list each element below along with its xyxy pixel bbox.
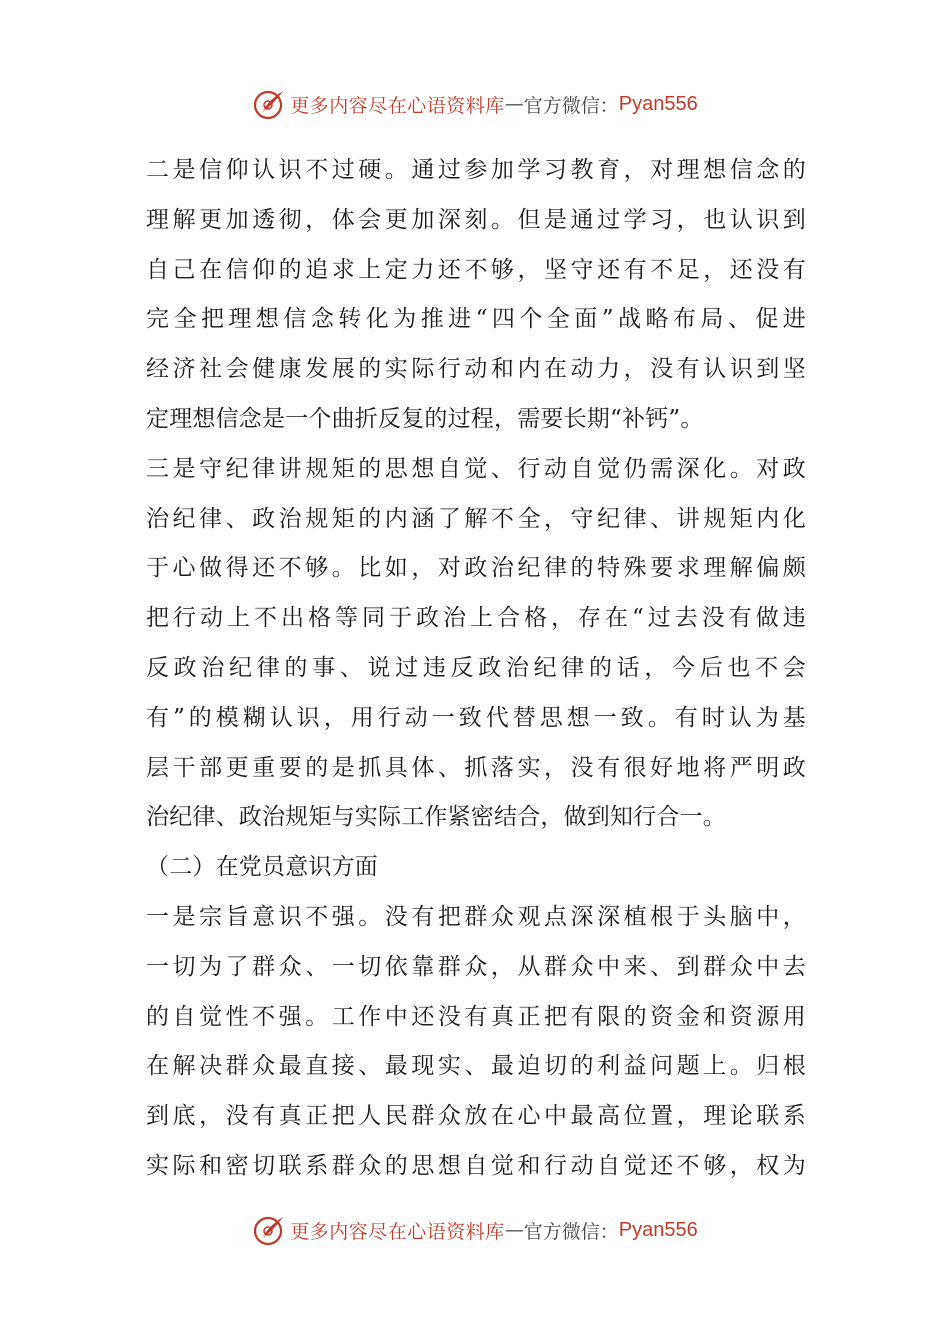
body-line: 把行动上不出格等同于政治上合格，存在“过去没有做违 (146, 605, 806, 632)
body-line: 反政治纪律的事、说过违反政治纪律的话，今后也不会 (146, 654, 806, 681)
quill-circle-logo-icon (252, 87, 286, 121)
body-line: 到底，没有真正把人民群众放在心中最高位置，理论联系 (146, 1103, 806, 1130)
quill-circle-logo-icon (252, 1213, 286, 1247)
banner-wechat-id: Pyan556 (618, 92, 698, 115)
banner-dash: — (504, 93, 524, 115)
body-line: 定理想信念是一个曲折反复的过程，需要长期“补钙”。 (146, 405, 704, 432)
body-line: 二是信仰认识不过硬。通过参加学习教育，对理想信念的 (146, 157, 806, 183)
body-line: 治纪律、政治规矩与实际工作紧密结合，做到知行合一。 (146, 804, 726, 831)
body-line: 治纪律、政治规矩的内涵了解不全，守纪律、讲规矩内化 (146, 505, 806, 532)
banner-wechat-label: 官方微信： (523, 94, 619, 117)
body-line: 自己在信仰的追求上定力还不够，坚守还有不足，还没有 (146, 256, 806, 283)
banner-slogan: 更多内容尽在心语资料库 (290, 94, 505, 117)
body-line: 在解决群众最直接、最现实、最迫切的利益问题上。归根 (146, 1053, 806, 1080)
footer-banner (0, 1208, 950, 1252)
body-line: 的自觉性不强。工作中还没有真正把有限的资金和资源用 (146, 1003, 806, 1030)
header-banner (0, 82, 950, 126)
body-line: 一是宗旨意识不强。没有把群众观点深深植根于头脑中， (146, 903, 806, 930)
body-line: 实际和密切联系群众的思想自觉和行动自觉还不够，权为 (146, 1152, 806, 1179)
body-line: 完全把理想信念转化为推进“四个全面”战略布局、促进 (146, 306, 806, 333)
body-line: 一切为了群众、一切依靠群众，从群众中来、到群众中去 (146, 953, 806, 980)
document-body (146, 146, 806, 1192)
body-line: 理解更加透彻，体会更加深刻。但是通过学习，也认识到 (146, 206, 806, 233)
banner-wechat-label: 官方微信： (523, 1220, 619, 1243)
section-heading: （二）在党员意识方面 (146, 854, 378, 881)
body-line: 有”的模糊认识，用行动一致代替思想一致。有时认为基 (146, 704, 806, 731)
banner-wechat-id: Pyan556 (618, 1218, 698, 1241)
body-line: 三是守纪律讲规矩的思想自觉、行动自觉仍需深化。对政 (146, 455, 806, 482)
body-line: 于心做得还不够。比如，对政治纪律的特殊要求理解偏颇 (146, 555, 806, 582)
banner-dash: — (504, 1219, 524, 1241)
banner-slogan: 更多内容尽在心语资料库 (290, 1220, 505, 1243)
body-line: 层干部更重要的是抓具体、抓落实，没有很好地将严明政 (146, 754, 806, 781)
body-line: 经济社会健康发展的实际行动和内在动力，没有认识到坚 (146, 356, 806, 383)
